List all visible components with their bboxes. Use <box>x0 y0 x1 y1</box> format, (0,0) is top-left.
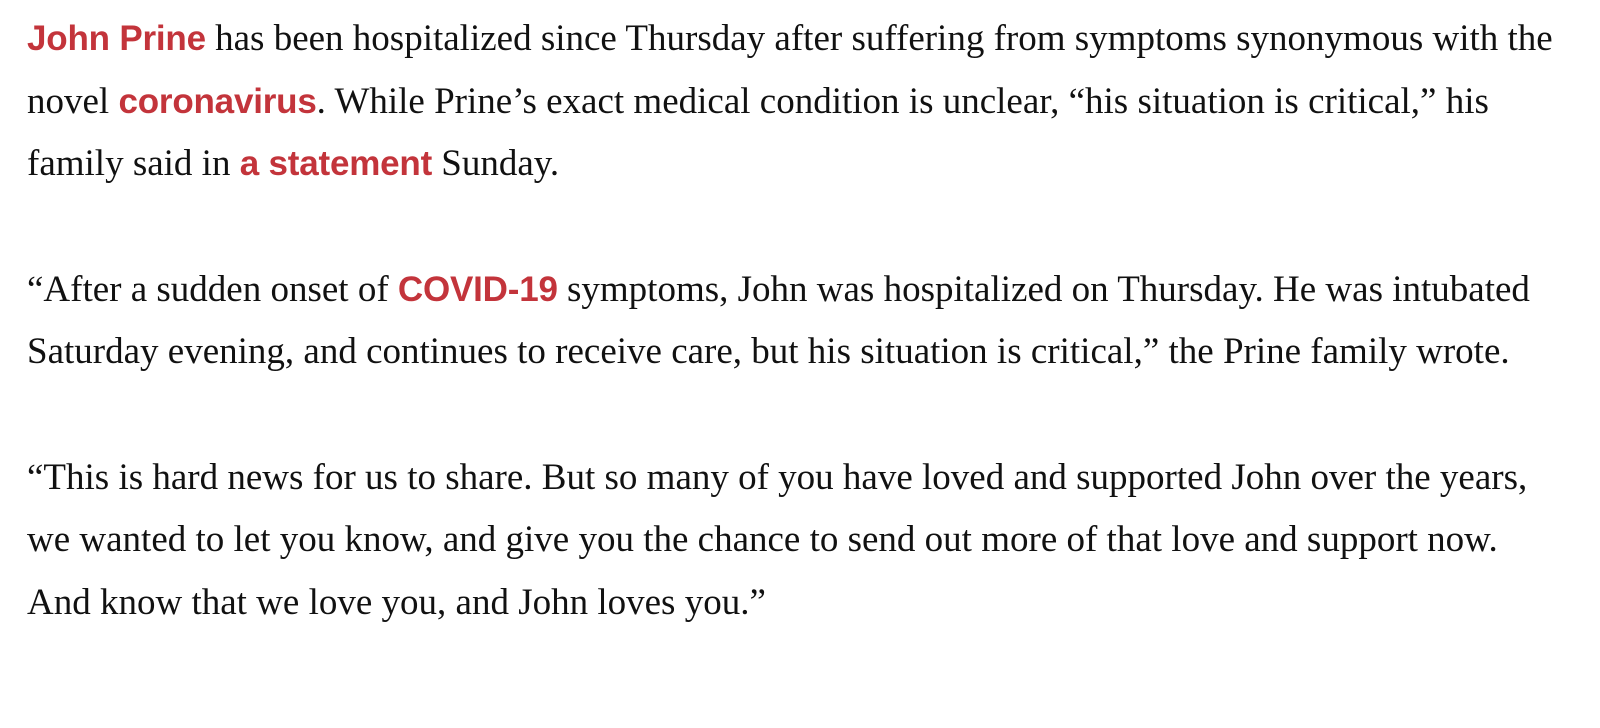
paragraph-3-text-1: “This is hard news for us to share. But so many of you have loved and supported John over the years, we wanted to let you know, and give you the chance to send out more of that love and support now. And know that we love you, and John loves you.” <box>27 456 1528 623</box>
link-covid-19[interactable]: COVID-19 <box>397 269 558 309</box>
paragraph-2-text-2: symptoms, John was hospitalized on Thursday. He was intubated Saturday evening, and continues to receive care, but his situation is critical,” the Prine family wrote. <box>27 268 1530 372</box>
article-body <box>27 8 1567 634</box>
paragraph-3 <box>27 447 1567 635</box>
paragraph-1-text-1: has been hospitalized since Thursday after suffering from symptoms synonymous with the novel <box>27 18 1553 122</box>
paragraph-1-text-3: Sunday. <box>432 143 560 184</box>
paragraph-2-text-1: “After a sudden onset of <box>27 268 398 310</box>
paragraph-1-text-2: . While Prine’s exact medical condition is unclear, “his situation is critical,” his family said in <box>27 80 1489 184</box>
paragraph-2 <box>27 259 1567 384</box>
paragraph-1 <box>27 8 1567 196</box>
link-a-statement[interactable]: a statement <box>239 144 433 183</box>
link-coronavirus[interactable]: coronavirus <box>118 81 317 121</box>
link-john-prine[interactable]: John Prine <box>27 19 206 58</box>
